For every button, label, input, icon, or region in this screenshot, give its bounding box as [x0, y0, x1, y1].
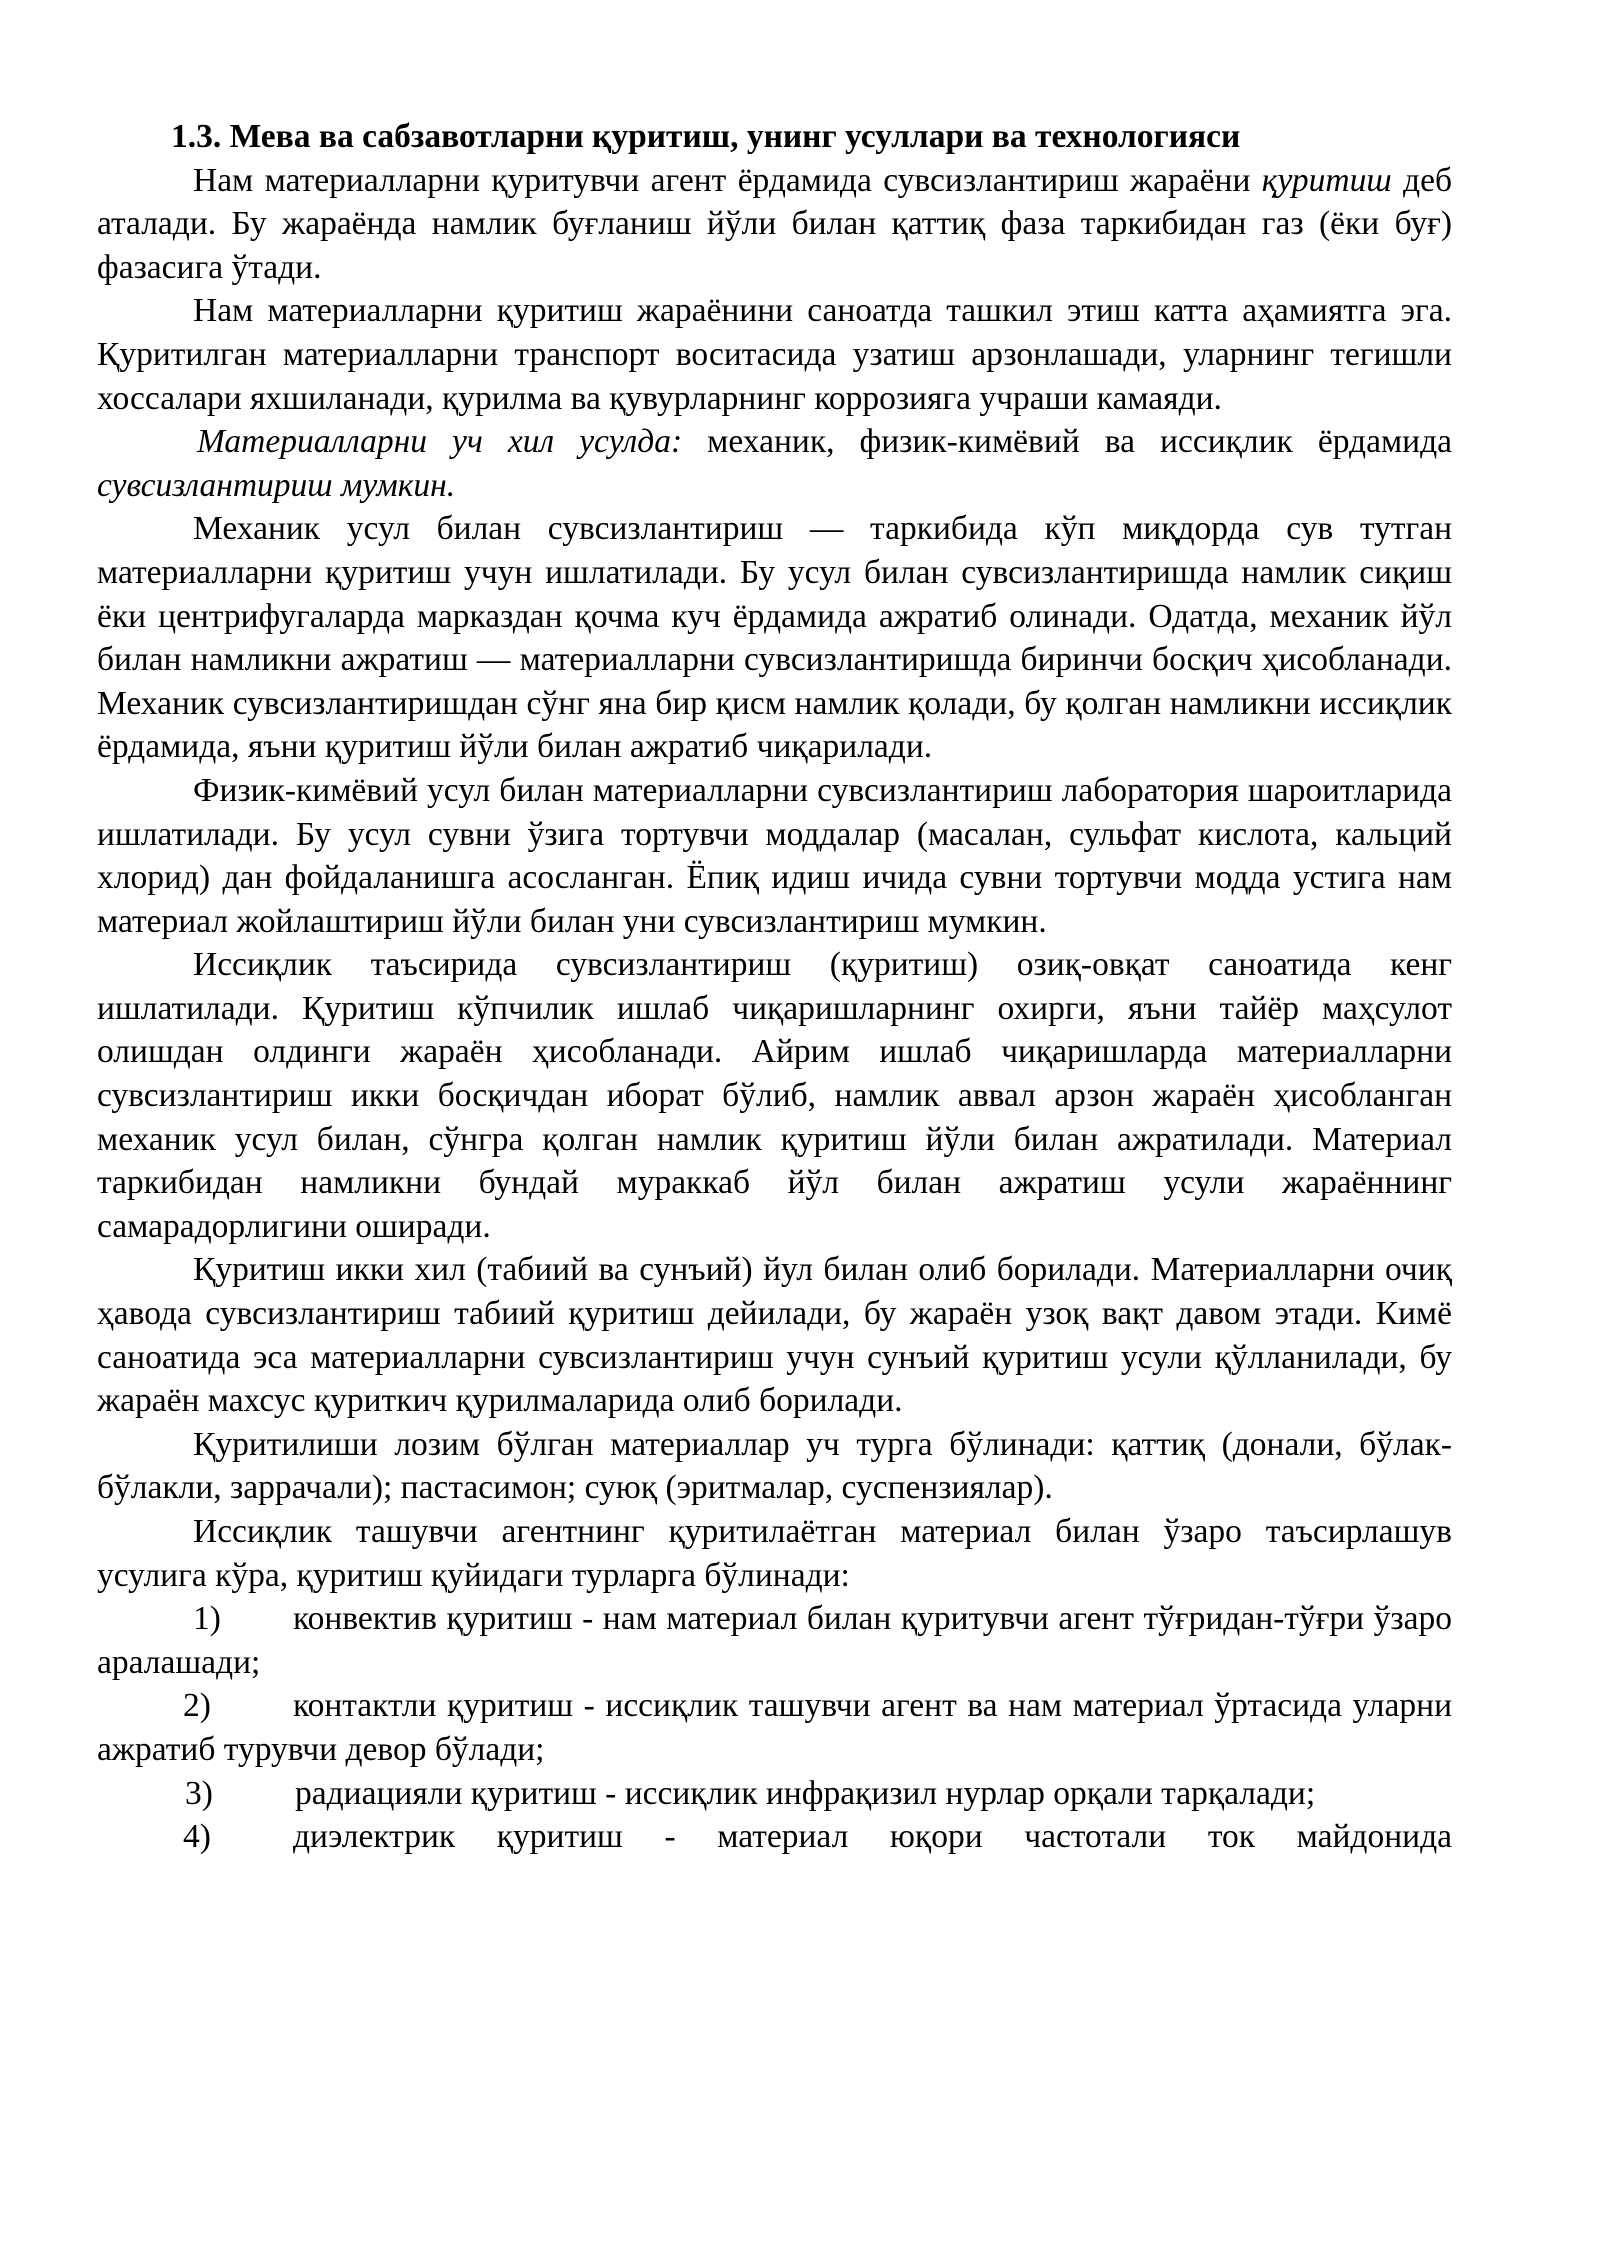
paragraph-methods — [97, 420, 1452, 507]
paragraph-material-types: Қуритилиши лозим бўлган материаллар уч турга бўлинади: қаттиқ (донали, бўлак-бўлакли, заррачали); пастасимон; суюқ (эритмалар, суспензиялар). — [97, 1425, 1452, 1507]
list-text: радиацияли қуритиш - иссиқлик инфрақизил нурлар орқали тарқалади; — [295, 1774, 1316, 1812]
paragraph-importance: Нам материалларни қуритиш жараёнини саноатда ташкил этиш катта аҳамиятга эга. Қуритилган материалларни транспорт воситасида узатиш арзонлашади, уларнинг тегишли хоссалари яхшиланади, қурилма ва қувурларнинг коррозияга учраши камаяди. — [97, 292, 1452, 417]
list-item — [97, 1597, 1452, 1684]
list-item — [97, 1815, 1452, 1859]
paragraph-mechanical: Механик усул билан сувсизлантириш — таркибида кўп миқдорда сув тутган материалларни қуритиш учун ишлатилади. Бу усул билан сувсизлантиришда намлик сиқиш ёки центрифугаларда марказдан қочма куч ёрдамида ажратиб олинади. Одатда, механик йўл билан намликни ажратиш — материалларни сувсизлантиришда биринчи босқич ҳисобланади. Механик сувсизлантиришдан сўнг яна бир қисм намлик қолади, бу қолган намликни иссиқлик ёрдамида, яъни қуритиш йўли билан ажратиб чиқарилади. — [97, 510, 1452, 766]
list-item — [97, 1772, 1452, 1816]
paragraph-text: механик, физик-кимёвий ва иссиқлик ёрдамида — [682, 423, 1453, 461]
paragraph-text: деб аталади. Бу жараёнда намлик буғланиш йўли билан қаттиқ фаза таркибидан газ (ёки буғ) фазасига ўтади. — [97, 161, 1452, 286]
list-item — [97, 1684, 1452, 1771]
paragraph-drying-kinds: Иссиқлик ташувчи агентнинг қуритилаётган материал билан ўзаро таъсирлашув усулига кўра, қуритиш қуйидаги турларга бўлинади: — [97, 1513, 1452, 1594]
list-text: контактли қуритиш - иссиқлик ташувчи агент ва нам материал ўртасида уларни ажратиб турувчи девор бўлади; — [97, 1687, 1452, 1768]
italic-phrase: сувсизлантириш мумкин. — [97, 466, 456, 504]
list-text: конвектив қуритиш - нам материал билан қуритувчи агент тўғридан-тўғри ўзаро аралашади; — [97, 1600, 1452, 1681]
list-number: 3) — [185, 1774, 213, 1812]
italic-term: қуритиш — [1261, 161, 1392, 199]
paragraph-definition — [97, 159, 1452, 290]
list-text: диэлектрик қуритиш - материал юқори частотали ток майдонида — [293, 1818, 1452, 1856]
paragraph-text: Нам материалларни қуритувчи агент ёрдамида сувсизлантириш жараёни — [193, 161, 1262, 199]
paragraph-natural-artificial: Қуритиш икки хил (табиий ва сунъий) йул билан олиб борилади. Материалларни очиқ ҳавода сувсизлантириш табиий қуритиш дейилади, бу жараён узоқ вақт давом этади. Кимё саноатида эса материалларни сувсизлантириш учун сунъий қуритиш усули қўлланилади, бу жараён махсус қуриткич қурилмаларида олиб борилади. — [97, 1251, 1452, 1420]
list-number: 4) — [183, 1818, 211, 1856]
italic-phrase: Материалларни уч хил усулда: — [197, 423, 683, 461]
section-title: 1.3. Мева ва сабзавотларни қуритиш, унинг усуллари ва технологияси — [171, 118, 1241, 155]
list-number: 1) — [193, 1600, 221, 1638]
paragraph-physchem: Физик-кимёвий усул билан материалларни сувсизлантириш лаборатория шароитларида ишлатилади. Бу усул сувни ўзига тортувчи моддалар (масалан, сульфат кислота, кальций хлорид) дан фойдаланишга асосланган. Ёпиқ идиш ичида сувни тортувчи модда устига нам материал жойлаштириш йўли билан уни сувсизлантириш мумкин. — [97, 771, 1452, 940]
document-page — [97, 115, 1452, 1859]
list-number: 2) — [183, 1687, 211, 1725]
paragraph-thermal: Иссиқлик таъсирида сувсизлантириш (қуритиш) озиқ-овқат саноатида кенг ишлатилади. Қуритиш кўпчилик ишлаб чиқаришларнинг охирги, яъни тайёр маҳсулот олишдан олдинги жараён ҳисобланади. Айрим ишлаб чиқаришларда материалларни сувсизлантириш икки босқичдан иборат бўлиб, намлик аввал арзон жараён ҳисобланган механик усул билан, сўнгра қолган намлик қуритиш йўли билан ажратилади. Материал таркибидан намликни бундай мураккаб йўл билан ажратиш усули жараённинг самарадорлигини оширади. — [97, 946, 1452, 1245]
